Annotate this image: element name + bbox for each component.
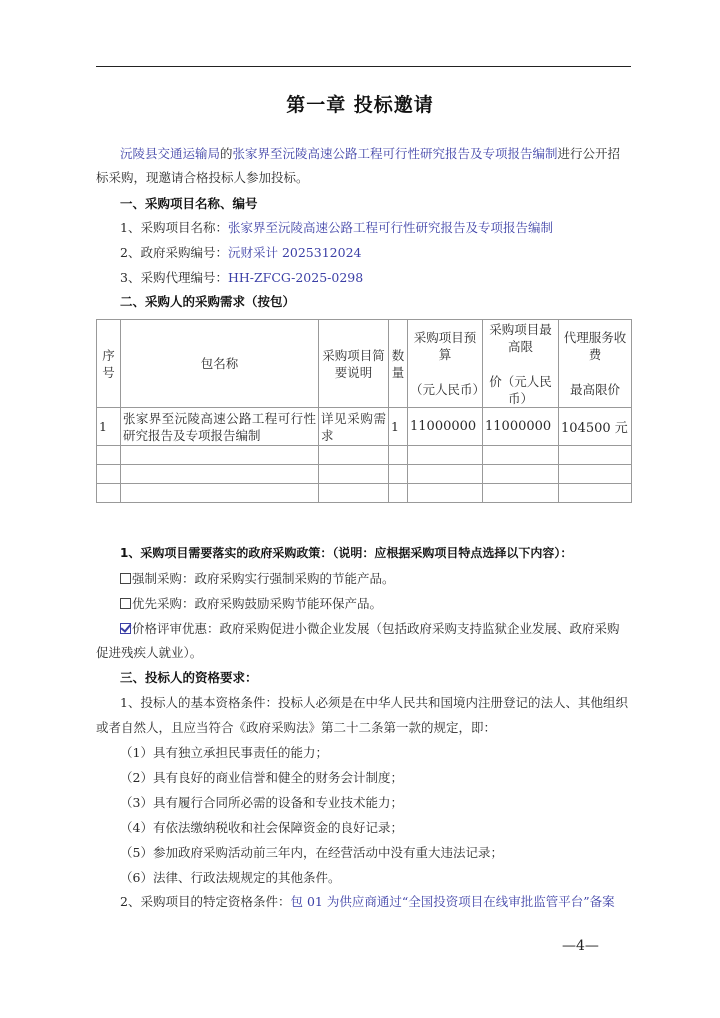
policy-cont: 促进残疾人就业）。 <box>96 645 203 660</box>
condition-item: （4）有依法缴纳税收和社会保障资金的良好记录； <box>120 820 403 835</box>
policy-item <box>120 596 632 612</box>
table-row-empty <box>97 484 632 503</box>
col-budget-top: 采购项目预算 <box>413 330 477 362</box>
policy-text: 强制采购：政府采购实行强制采购的节能产品。 <box>132 571 395 586</box>
col-fee <box>559 320 632 408</box>
table-header-row <box>97 320 632 408</box>
condition-item: （2）具有良好的商业信誉和健全的财务会计制度； <box>120 770 403 785</box>
header-rule <box>96 66 631 67</box>
intro-de: 的 <box>220 146 233 161</box>
intro-rest: 进行公开招 <box>557 146 621 161</box>
policy-text: 优先采购：政府采购鼓励采购节能环保产品。 <box>132 596 383 611</box>
checkbox-empty-icon[interactable] <box>120 573 131 584</box>
cell-qty: 1 <box>389 408 408 446</box>
table-row-empty <box>97 446 632 465</box>
cell-budget: 11000000 <box>408 408 483 446</box>
item-agent-number <box>120 270 632 286</box>
chapter-title: 第一章 投标邀请 <box>286 94 434 116</box>
condition-item: （1）具有独立承担民事责任的能力； <box>120 745 328 760</box>
policy-item <box>120 571 632 587</box>
item-label: 2、政府采购编号： <box>120 245 228 260</box>
special-condition <box>120 894 632 910</box>
cell-fee: 104500 元 <box>559 408 632 446</box>
basic-condition-1: 1、投标人的基本资格条件：投标人必须是在中华人民共和国境内注册登记的法人、其他组织 <box>120 695 628 710</box>
col-name: 包名称 <box>121 320 319 408</box>
cell-name: 张家界至沅陵高速公路工程可行性研究报告及专项报告编制 <box>121 408 319 446</box>
col-seq: 序号 <box>97 320 121 408</box>
cell-seq: 1 <box>97 408 121 446</box>
policy-item <box>120 621 632 637</box>
intro-project: 张家界至沅陵高速公路工程可行性研究报告及专项报告编制 <box>232 146 558 161</box>
item-value: 张家界至沅陵高速公路工程可行性研究报告及专项报告编制 <box>227 220 553 235</box>
intro-line2: 标采购，现邀请合格投标人参加投标。 <box>96 170 309 185</box>
col-budget <box>408 320 486 408</box>
special-value: 包 01 为供应商通过“全国投资项目在线审批监管平台”备案 <box>290 894 615 909</box>
item-gov-number <box>120 245 632 261</box>
item-label: 1、采购项目名称： <box>120 220 228 235</box>
item-project-name <box>120 220 632 236</box>
procurement-table <box>96 319 632 503</box>
cell-limit: 11000000 <box>483 408 559 446</box>
checkbox-checked-icon[interactable] <box>120 623 131 634</box>
basic-condition-2: 或者自然人，且应当符合《政府采购法》第二十二条第一款的规定，即： <box>96 720 497 735</box>
col-qty: 数量 <box>389 320 408 408</box>
section3-heading: 三、投标人的资格要求： <box>120 670 258 685</box>
section1-heading: 一、采购项目名称、编号 <box>120 196 258 211</box>
condition-item: （5）参加政府采购活动前三年内，在经营活动中没有重大违法记录； <box>120 845 503 860</box>
condition-item: （3）具有履行合同所必需的设备和专业技术能力； <box>120 795 403 810</box>
table-row <box>97 408 632 446</box>
intro-paragraph <box>120 146 632 162</box>
col-budget-unit: （元人民币） <box>410 382 486 397</box>
col-limit-top: 采购项目最高限 <box>489 321 552 354</box>
condition-item: （6）法律、行政法规规定的其他条件。 <box>120 870 341 885</box>
item-value: HH-ZFCG-2025-0298 <box>227 270 364 285</box>
intro-agency: 沅陵县交通运输局 <box>120 146 221 161</box>
col-limit-unit: 价（元人民币） <box>489 373 552 406</box>
col-limit <box>483 320 559 408</box>
col-desc: 采购项目简要说明 <box>319 320 389 408</box>
item-value: 沅财采计 2025312024 <box>227 245 362 260</box>
checkbox-empty-icon[interactable] <box>120 598 131 609</box>
page-number: —4— <box>562 938 599 954</box>
item-label: 3、采购代理编号： <box>120 270 228 285</box>
cell-desc: 详见采购需求 <box>319 408 389 446</box>
table-row-empty <box>97 465 632 484</box>
policy-heading: 1、采购项目需要落实的政府采购政策：（说明：应根据采购项目特点选择以下内容）： <box>120 546 573 560</box>
col-fee-bottom: 最高限价 <box>569 382 620 397</box>
section2-heading: 二、采购人的采购需求（按包） <box>120 294 296 309</box>
special-label: 2、采购项目的特定资格条件： <box>120 894 291 909</box>
col-fee-top: 代理服务收费 <box>563 330 627 362</box>
policy-text: 价格评审优惠：政府采购促进小微企业发展（包括政府采购支持监狱企业发展、政府采购 <box>132 621 620 636</box>
